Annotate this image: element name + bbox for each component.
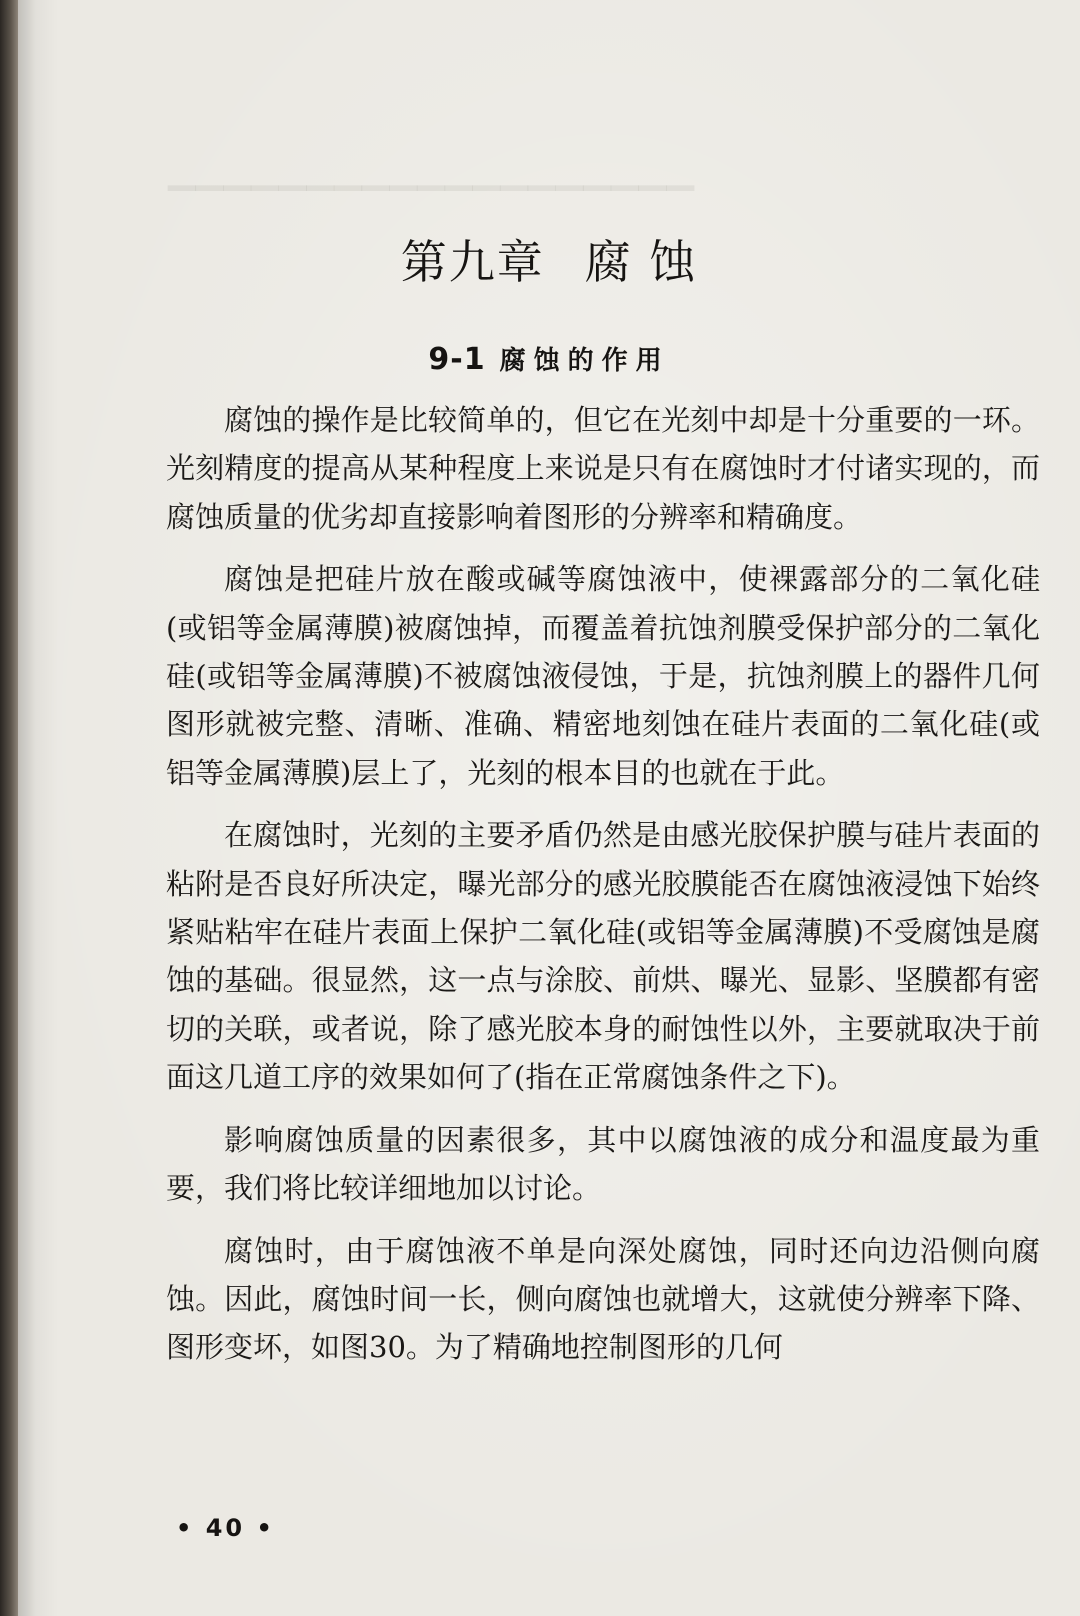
section-title	[18, 340, 1080, 377]
page-number: • 40 •	[176, 1514, 275, 1542]
paragraph-1: 腐蚀的操作是比较简单的，但它在光刻中却是十分重要的一环。光刻精度的提高从某种程度上来说是只有在腐蚀时才付诸实现的，而腐蚀质量的优劣却直接影响着图形的分辨率和精确度。	[166, 403, 1040, 534]
paragraph-3: 在腐蚀时，光刻的主要矛盾仍然是由感光胶保护膜与硅片表面的粘附是否良好所决定，曝光部分的感光胶膜能否在腐蚀液浸蚀下始终紧贴粘牢在硅片表面上保护二氧化硅(或铝等金属薄膜)不受腐蚀是腐蚀的基础。很显然，这一点与涂胶、前烘、曝光、显影、坚膜都有密切的关联，或者说，除了感光胶本身的耐蚀性以外，主要就取决于前面这几道工序的效果如何了(指在正常腐蚀条件之下)。	[166, 818, 1040, 1095]
paragraph-5: 腐蚀时，由于腐蚀液不单是向深处腐蚀，同时还向边沿侧向腐蚀。因此，腐蚀时间一长，侧向腐蚀也就增大，这就使分辨率下降、图形变坏，如图30。为了精确地控制图形的几何	[166, 1233, 1040, 1365]
chapter-title	[18, 226, 1080, 292]
chapter-name: 腐 蚀	[584, 235, 698, 289]
book-spine	[0, 0, 18, 1616]
chapter-number-label: 第九章	[400, 235, 545, 289]
section-number: 9-1	[428, 342, 486, 377]
paragraph-2: 腐蚀是把硅片放在酸或碱等腐蚀液中，使裸露部分的二氧化硅(或铝等金属薄膜)被腐蚀掉，而覆盖着抗蚀剂膜受保护部分的二氧化硅(或铝等金属薄膜)不被腐蚀液侵蚀，于是，抗蚀剂膜上的器件几何图形就被完整、清晰、准确、精密地刻蚀在硅片表面的二氧化硅(或铝等金属薄膜)层上了，光刻的根本目的也就在于此。	[166, 562, 1040, 790]
book-page	[18, 0, 1080, 1616]
paragraph-4: 影响腐蚀质量的因素很多，其中以腐蚀液的成分和温度最为重要，我们将比较详细地加以讨论。	[166, 1122, 1040, 1206]
section-name: 腐蚀的作用	[499, 346, 670, 376]
body-text	[166, 396, 1040, 1386]
show-through-text: ▁▁▁▁▁▁▁▁▁▁▁▁▁▁▁▁▁▁▁	[168, 150, 695, 191]
